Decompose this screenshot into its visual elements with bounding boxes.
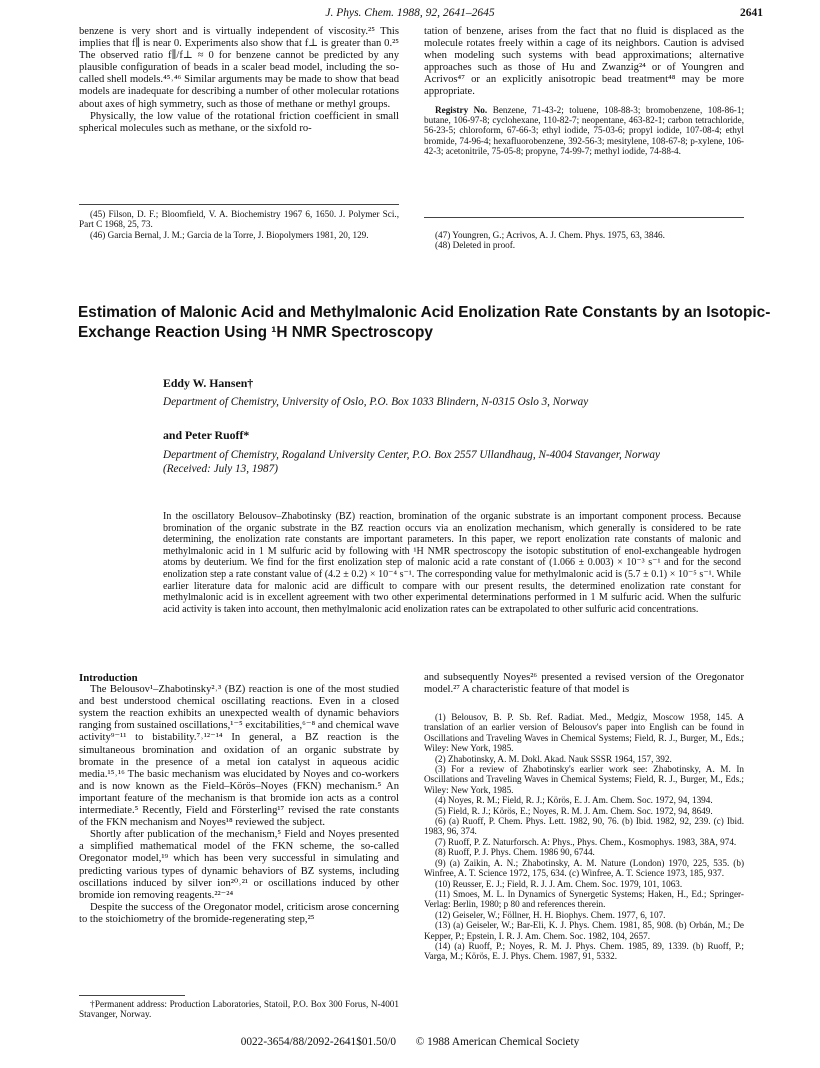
- reference-entry: (1) Belousov, B. P. Sb. Ref. Radiat. Med., Medgiz, Moscow 1958, 145. A translation of an earlier version of Belousov's paper into English can be found in Oscillations and Traveling Waves in Chemical Systems; Field, R. J., Burger, M., Eds.; Wiley: New York, 1985.: [424, 712, 744, 754]
- body-paragraph: and subsequently Noyes²⁶ presented a revised version of the Oregonator model.²⁷ A characteristic feature of that model is: [424, 672, 744, 696]
- reference-entry: (48) Deleted in proof.: [435, 240, 516, 251]
- permanent-address-note: †Permanent address: Production Laboratories, Statoil, P.O. Box 300 Forus, N-4001 Stavanger, Norway.: [79, 999, 399, 1020]
- footnote: [79, 999, 399, 1020]
- running-header: [0, 7, 820, 23]
- prev-article-right-column: [424, 26, 744, 157]
- registry-label: Registry No.: [435, 104, 488, 115]
- author-name: and Peter Ruoff*: [163, 428, 250, 442]
- registry-text: Benzene, 71-43-2; toluene, 108-88-3; bromobenzene, 108-86-1; butane, 106-97-8; cyclohexane, 110-82-7; neopentane, 463-82-1; carbon tetrachloride, 56-23-5; chloroform, 67-66-3; ethyl iodide, 75-03-6; propyl iodide, 107-08-4; ethyl bromide, 74-96-4; hexafluorobenzene, 392-56-3; mesitylene, 108-67-8; p-xylene, 106-42-3; acetonitrile, 75-05-8; propyne, 74-99-7; methyl iodide, 74-88-4.: [424, 104, 745, 157]
- reference-entry: (4) Noyes, R. M.; Field, R. J.; Körös, E. J. Am. Chem. Soc. 1972, 94, 1394.: [435, 795, 713, 806]
- author-affiliation: Department of Chemistry, University of Oslo, P.O. Box 1033 Blindern, N-0315 Oslo 3, Norway: [163, 396, 589, 408]
- reference-entry: (13) (a) Geiseler, W.; Bar-Eli, K. J. Phys. Chem. 1981, 85, 908. (b) Orbán, M.; De Kepper, P.; Epstein, I. R. J. Am. Chem. Soc. 1982, 104, 2657.: [424, 920, 744, 941]
- reference-entry: (11) Smoes, M. L. In Dynamics of Synergetic Systems; Haken, H., Ed.; Springer-Verlag: Berlin, 1980; p 80 and references therein.: [424, 888, 744, 910]
- reference-entry: (14) (a) Ruoff, P.; Noyes, R. M. J. Phys. Chem. 1985, 89, 1339. (b) Ruoff, P.; Varga, M.; Körös, E. J. Phys. Chem. 1987, 91, 5332.: [424, 940, 744, 962]
- column-rule: [79, 204, 399, 205]
- abstract: In the oscillatory Belousov–Zhabotinsky (BZ) reaction, bromination of the organic substrate is an important component process. Because bromination of the organic substrate in the BZ reaction occurs via an enolization mechanism, which generally is considered to be rate determining, the enolization rate constants are important parameters. In this paper, we report enolization rate constants of malonic and methylmalonic acid in 1 M sulfuric acid by following with ¹H NMR spectroscopy the isotopic substitution of enol-exchangeable hydrogen atoms by deuterium. We find for the first enolization step of malonic acid a rate constant of (1.066 ± 0.003) × 10⁻³ s⁻¹ and for the second enolization step a rate constant value of (4.2 ± 0.2) × 10⁻⁴ s⁻¹. The corresponding value for methylmalonic acid is (5.7 ± 0.1) × 10⁻⁵ s⁻¹. While earlier literature data for malonic acid are difficult to compare with our present results, the determined enolization rate constant for methylmalonic acid is in excellent agreement with two other experimental determinations performed in 1 M sulfuric acid. When the sulfuric acid activity is taken into account, then methylmalonic acid enolization rates can be extrapolated to other sulfuric acid concentrations.: [163, 511, 741, 615]
- body-paragraph: Shortly after publication of the mechanism,⁵ Field and Noyes presented a simplified mathematical model of the FKN scheme, the so-called Oregonator model,¹⁹ which has been very successful in simulating and predicting various types of dynamic behaviors of BZ systems, including oscillations induced by silver ion²⁰˒²¹ or oscillations induced by other bromide ion removing reagents.²²⁻²⁴: [79, 829, 399, 901]
- prev-references-right: [424, 230, 744, 251]
- footnote-rule: [79, 995, 185, 996]
- prev-paragraph: benzene is very short and is virtually independent of viscosity.²⁵ This implies that f∥ is near 0. Experiments also show that f⊥ is greater than 0.²⁵ The observed ratio f∥/f⊥ ≈ 0 for benzene cannot be predicted by any plausible configuration of beads in a scaler bead model, including the so-called shell models.⁴⁵˒⁴⁶ Similar arguments may be made to show that bead models are inadequate for describing a number of other molecular rotations about axes of high symmetry, such as those of methane or methyl groups.: [79, 26, 399, 110]
- prev-references-left: [79, 209, 399, 240]
- references-list: [424, 712, 744, 962]
- reference-entry: (3) For a review of Zhabotinsky's earlier work see: Zhabotinsky, A. M. In Oscillations and Traveling Waves in Chemical Systems; Field, R. J., Burger, M., Eds.; Wiley: New York, 1985.: [424, 764, 744, 795]
- section-heading: Introduction: [79, 672, 138, 684]
- author-name: Eddy W. Hansen†: [163, 376, 254, 390]
- intro-left-column: [79, 672, 399, 926]
- body-paragraph: Despite the success of the Oregonator model, criticism arose concerning to the stoichiometry of the bromide-regenerating step,²⁵: [79, 901, 399, 925]
- reference-entry: (45) Filson, D. F.; Bloomfield, V. A. Biochemistry 1967 6, 1650. J. Polymer Sci., Part C 1968, 25, 73.: [79, 209, 399, 230]
- reference-entry: (47) Youngren, G.; Acrivos, A. J. Chem. Phys. 1975, 63, 3846.: [435, 230, 665, 240]
- journal-citation: J. Phys. Chem. 1988, 92, 2641–2645: [325, 7, 495, 19]
- article-code: 0022-3654/88/2092-2641$01.50/0: [240, 1036, 397, 1048]
- article-title: Estimation of Malonic Acid and Methylmalonic Acid Enolization Rate Constants by an Isotopic-Exchange Reaction Using ¹H NMR Spectroscopy: [78, 304, 771, 341]
- page-footer: [0, 1036, 820, 1048]
- received-date: (Received: July 13, 1987): [163, 463, 278, 475]
- reference-entry: (46) Garcia Bernal, J. M.; Garcia de la Torre, J. Biopolymers 1981, 20, 129.: [90, 229, 369, 240]
- reference-entry: (2) Zhabotinsky, A. M. Dokl. Akad. Nauk SSSR 1964, 157, 392.: [435, 753, 672, 764]
- reference-entry: (9) (a) Zaikin, A. N.; Zhabotinsky, A. M. Nature (London) 1970, 225, 535. (b) Winfree, A. T. Science 1972, 175, 634. (c) Winfree, A. T. Science 1973, 185, 937.: [424, 857, 744, 879]
- reference-entry: (6) (a) Ruoff, P. Chem. Phys. Lett. 1982, 90, 76. (b) Ibid. 1982, 92, 239. (c) Ibid. 1983, 96, 374.: [424, 816, 744, 837]
- prev-article-left-column: [79, 26, 399, 135]
- reference-entry: (5) Field, R. J.; Körös, E.; Noyes, R. M. J. Am. Chem. Soc. 1972, 94, 8649.: [435, 805, 713, 816]
- reference-entry: (8) Ruoff, P. J. Phys. Chem. 1986 90, 6744.: [435, 847, 595, 858]
- author-affiliation: Department of Chemistry, Rogaland University Center, P.O. Box 2557 Ullandhaug, N-4004 Stavanger, Norway: [163, 449, 660, 461]
- registry-numbers: [424, 105, 744, 157]
- copyright: © 1988 American Chemical Society: [415, 1036, 580, 1048]
- reference-entry: (7) Ruoff, P. Z. Naturforsch. A: Phys., Phys. Chem., Kosmophys. 1983, 38A, 974.: [435, 836, 737, 847]
- prev-paragraph: tation of benzene, arises from the fact that no fluid is displaced as the molecule rotates freely within a cage of its neighbors. Caution is advised when modeling such systems with bead approximations; alternative approaches such as those of Hu and Zwanzig²⁴ or of Youngren and Acrivos⁴⁷ or an explicitly anisotropic bead treatment⁴⁸ may be more appropriate.: [424, 26, 744, 98]
- column-rule: [424, 217, 744, 218]
- prev-paragraph: Physically, the low value of the rotational friction coefficient in small spherical molecules such as methane, or the sixfold ro-: [79, 110, 399, 134]
- reference-entry: (10) Reusser, E. J.; Field, R. J. J. Am. Chem. Soc. 1979, 101, 1063.: [435, 878, 683, 889]
- body-paragraph: The Belousov¹–Zhabotinsky²˒³ (BZ) reaction is one of the most studied and best understood chemical oscillating reactions. Even in a closed system the reaction exhibits an unexpected wealth of dynamic behaviors ranging from sustained oscillations,¹⁻⁵ excitabilities,⁶⁻⁸ and chemical wave activity⁹⁻¹¹ to bistability.⁷˒¹²⁻¹⁴ In general, a BZ reaction is the simultaneous bromination and oxidation of an organic substrate by bromate in the presence of a metal ion catalyst in aqueous acidic media.¹⁵˒¹⁶ The basic mechanism was elucidated by Noyes and co-workers and is now known as the Field–Körös–Noyes (FKN) mechanism.⁵ An important feature of the mechanism is that bromide ion acts as a control intermediate.⁵ Recently, Field and Försterling¹⁷ revised the rate constants of the FKN mechanism and Noyes¹⁸ reviewed the subject.: [79, 684, 399, 829]
- page-number: 2641: [740, 7, 763, 19]
- reference-entry: (12) Geiseler, W.; Föllner, H. H. Biophys. Chem. 1977, 6, 107.: [435, 909, 666, 920]
- intro-right-column: [424, 672, 744, 696]
